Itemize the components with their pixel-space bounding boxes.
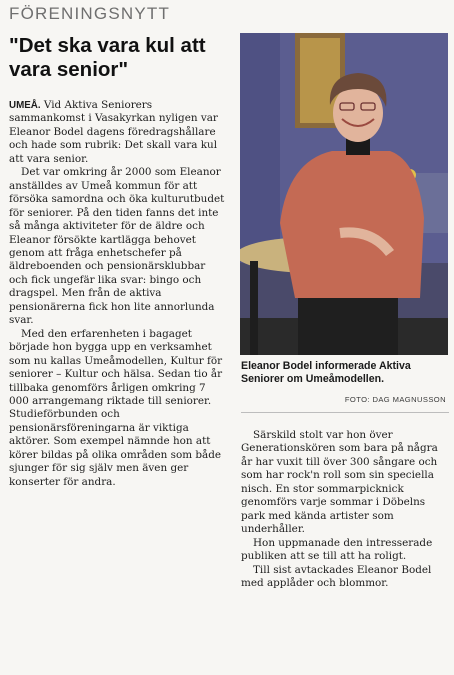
caption-divider (241, 412, 449, 413)
paragraph-5: Hon uppmanade den intresserade publiken att se till att ha roligt. (241, 536, 433, 563)
section-label: FÖRENINGSNYTT (9, 4, 171, 23)
portrait-photo-icon (240, 33, 448, 355)
paragraph-1 (9, 99, 225, 166)
paragraph-6: Till sist avtackades Eleanor Bodel med applåder och blommor. (241, 563, 432, 589)
headline: "Det ska vara kul att vara senior" (9, 34, 206, 81)
paragraph-2: Det var omkring år 2000 som Eleanor anställdes av Umeå kommun för att försöka samordna och öka kulturutbudet för seniorer. På den tiden fanns det inte så många aktiviteter för de äldre och Eleanor försökte kartlägga behovet genom att fråga enhetschefer på äldreboenden och pensionärsklubbar och fick ungefär lika svar: bingo och dragspel. Men från de aktiva pensionärerna fick hon lite annorlunda svar. (9, 166, 225, 327)
paragraph-1-text: Vid Aktiva Seniorers sammankomst i Vasakyrkan nyligen var Eleanor Bodel dagens föredragshållare och hade som rubrik: Det skall vara kul att vara senior. (9, 99, 218, 165)
article-column-right (241, 429, 447, 590)
paragraph-4: Särskild stolt var hon över Generationskören som bara på några år har vuxit till över 300 sångare och som har rock'n roll som sin speciella nisch. En stor sommarpicknick genomförs varje sommar i Döbelns park med kända artister som underhåller. (241, 429, 438, 536)
photo-credit: FOTO: DAG MAGNUSSON (344, 395, 446, 404)
dateline: UMEÅ. (9, 100, 41, 111)
article-column-left (9, 99, 225, 489)
paragraph-3: Med den erfarenheten i bagaget började hon bygga upp en verksamhet som nu kallas Umeåmodellen, Kultur för seniorer – Kultur och hälsa. Sedan tio år tillbaka genomförs årligen omkring 7 000 arrangemang riktade till seniorer. Studieförbunden och pensionärsföreningarna är viktiga aktörer. Som exempel nämnde hon att körer bildas på olika områden som både sjunger för sig själv men även ger konserter för andra. (9, 327, 223, 488)
article-photo (240, 33, 448, 355)
photo-caption: Eleanor Bodel informerade Aktiva Seniorer om Umeåmodellen. (241, 360, 411, 386)
